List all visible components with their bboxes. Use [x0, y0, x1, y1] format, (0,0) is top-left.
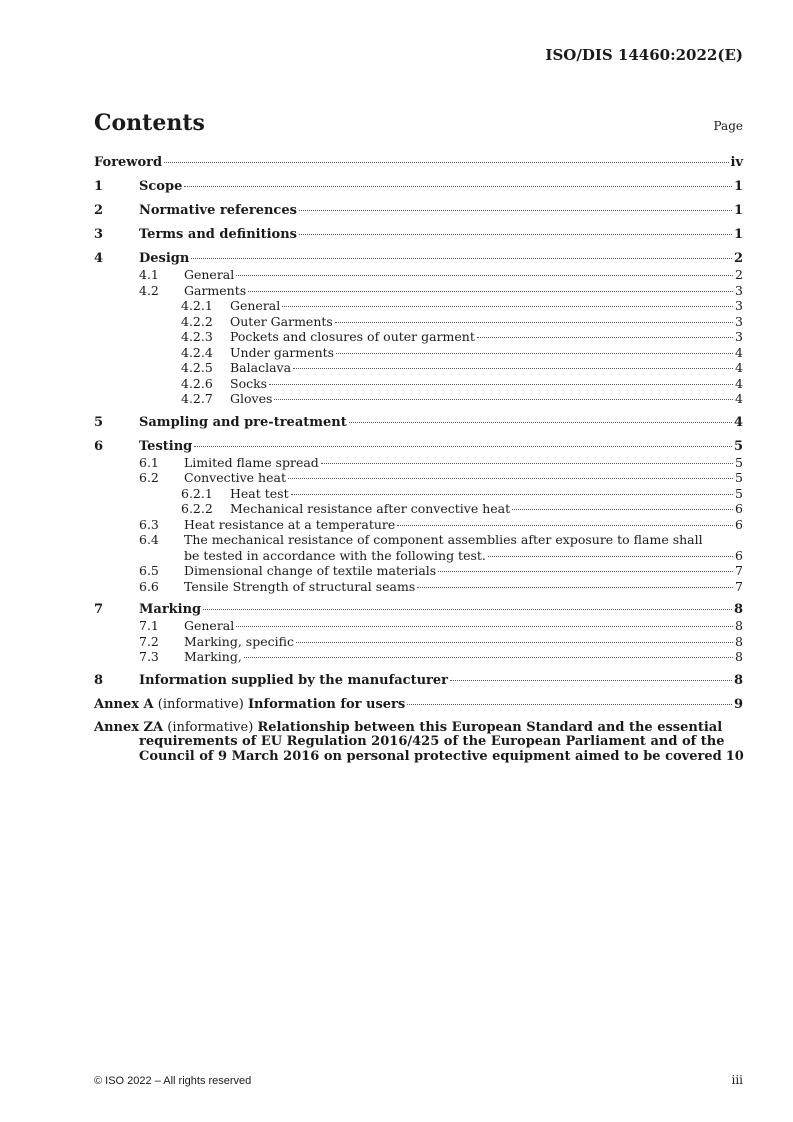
toc-page-number: 8: [735, 633, 743, 649]
toc-page-number: 6: [735, 516, 743, 532]
toc-entry-text: Marking, specific: [184, 633, 294, 649]
dot-leader: [164, 162, 728, 163]
section-number: 7: [94, 602, 104, 617]
toc-page-number: 4: [735, 344, 743, 360]
section-number: 4.2: [139, 282, 159, 298]
toc-entry-text: Sampling and pre-treatment: [139, 414, 347, 430]
toc-entry-6-4[interactable]: [94, 532, 743, 548]
toc-entry-text: Heat resistance at a temperature: [184, 516, 396, 532]
document-code: ISO/DIS 14460:2022(E): [545, 46, 743, 64]
section-number: 6.2.2: [181, 501, 213, 516]
toc-entry-text: Dimensional change of textile materials: [184, 563, 437, 578]
toc-entry-6-2[interactable]: [94, 470, 743, 486]
toc-entry-text: Tensile Strength of structural seams: [184, 578, 416, 594]
toc-entry-text: Limited flame spread: [184, 454, 319, 470]
section-number: 4.2.5: [181, 360, 213, 375]
dot-leader: [236, 626, 733, 627]
toc-entry-text: Socks: [230, 375, 268, 391]
toc-entry-text: Gloves: [230, 391, 273, 406]
section-number: 4: [94, 251, 104, 266]
dot-leader: [299, 234, 732, 235]
toc-page-number: 4: [735, 391, 743, 406]
section-number: 6.4: [139, 532, 159, 547]
toc-title: Contents: [94, 110, 205, 136]
section-number: 7.2: [139, 633, 159, 649]
toc-entry-6-1[interactable]: [94, 455, 743, 471]
section-number: 4.1: [139, 267, 159, 282]
toc-entry-7-1[interactable]: [94, 618, 743, 634]
annex-za-line-3: [94, 750, 743, 765]
toc-page-number: 3: [735, 313, 743, 329]
annex-type: (informative): [167, 719, 254, 735]
page-number: iii: [731, 1073, 743, 1087]
toc-page-number: 8: [735, 618, 743, 633]
dot-leader: [407, 704, 732, 705]
toc-page-number: 9: [733, 696, 743, 712]
toc-entry-6-5[interactable]: [94, 563, 743, 579]
toc-entry-4-2-1[interactable]: [94, 298, 743, 314]
toc-entry-4-2-2[interactable]: [94, 314, 743, 330]
section-number: 6.3: [139, 516, 159, 532]
toc-entry-text: General: [184, 618, 235, 633]
toc-page-number: 3: [735, 329, 743, 344]
toc-page-number: 6: [735, 547, 743, 563]
section-number: 6.6: [139, 578, 159, 594]
toc-entry-6-3[interactable]: [94, 517, 743, 533]
toc-page-number: 10: [725, 748, 744, 764]
toc-entry-6[interactable]: [94, 439, 743, 455]
dot-leader: [244, 657, 733, 658]
toc-entry-text: Information supplied by the manufacturer: [139, 672, 448, 688]
dot-leader: [203, 609, 732, 610]
section-number: 4.2.7: [181, 391, 213, 406]
toc-page-number: 4: [735, 375, 743, 391]
dot-leader: [321, 463, 733, 464]
dot-leader: [488, 556, 733, 557]
section-number: 6.2.1: [181, 485, 213, 501]
toc-page-number: 5: [733, 438, 743, 454]
toc-page-number: 1: [733, 227, 743, 242]
toc-entry-text: Balaclava: [230, 360, 292, 375]
toc-entry-annex-a[interactable]: [94, 697, 743, 713]
dot-leader: [512, 509, 733, 510]
dot-leader: [288, 478, 733, 479]
dot-leader: [397, 525, 733, 526]
dot-leader: [274, 399, 733, 400]
annex-type: (informative): [157, 696, 244, 712]
toc-entry-text: Heat test: [230, 485, 289, 501]
section-number: 3: [94, 227, 104, 242]
dot-leader: [293, 368, 733, 369]
section-number: 4.2.2: [181, 313, 213, 329]
dot-leader: [191, 258, 732, 259]
toc-entry-annex-za[interactable]: [94, 721, 743, 765]
toc-entry-text: Outer Garments: [230, 313, 333, 329]
toc-entry-text: Convective heat: [184, 470, 286, 485]
dot-leader: [299, 210, 732, 211]
toc-entry-text: Marking: [139, 602, 202, 617]
dot-leader: [236, 275, 733, 276]
annex-title-line1: Relationship between this European Standard and the essential: [257, 719, 723, 735]
toc-page-number: 2: [735, 267, 743, 282]
toc-entry-7-3[interactable]: [94, 649, 743, 665]
section-number: 4.2.4: [181, 344, 213, 360]
section-number: 6: [94, 438, 104, 454]
toc-page-number: 3: [735, 282, 743, 298]
dot-leader: [282, 306, 733, 307]
toc-page-number: 6: [735, 501, 743, 516]
dot-leader: [291, 494, 733, 495]
annex-label: Annex A: [94, 696, 154, 712]
dot-leader: [450, 680, 732, 681]
annex-title-line2: requirements of EU Regulation 2016/425 of the European Parliament and of the: [139, 734, 725, 749]
toc-entry-6-2-1[interactable]: [94, 486, 743, 502]
section-number: 7.3: [139, 649, 159, 664]
toc-entry-text: Design: [139, 251, 190, 266]
section-number: 2: [94, 203, 104, 218]
toc-page-number: 8: [735, 649, 743, 664]
toc-entry-4-2-7[interactable]: [94, 391, 743, 407]
section-number: 4.2.1: [181, 298, 213, 313]
section-number: 1: [94, 179, 104, 194]
dot-leader: [184, 186, 732, 187]
toc-entry-text: Garments: [184, 282, 247, 298]
toc-entry-3[interactable]: [94, 227, 743, 243]
annex-title-line3: Council of 9 March 2016 on personal protective equipment aimed to be covered: [139, 748, 722, 764]
toc-entry-6-4-continuation[interactable]: [94, 548, 743, 564]
toc-entry-text: Mechanical resistance after convective heat: [230, 501, 511, 516]
dot-leader: [438, 571, 733, 572]
dot-leader: [336, 353, 733, 354]
annex-za-line-2: [94, 735, 743, 750]
dot-leader: [335, 322, 733, 323]
annex-heading: [94, 697, 405, 713]
toc-entry-4-2[interactable]: [94, 283, 743, 299]
annex-heading: [94, 721, 722, 736]
toc-entry-text: Pockets and closures of outer garment: [230, 329, 475, 344]
toc-entry-1[interactable]: [94, 179, 743, 195]
toc-page-number: 7: [735, 563, 743, 578]
toc-page-number: 7: [735, 578, 743, 594]
toc-page-number: 2: [733, 251, 743, 266]
toc-entry-5[interactable]: [94, 415, 743, 431]
toc-entry-4-1[interactable]: [94, 267, 743, 283]
toc-entry-text: General: [184, 267, 235, 282]
page-column-label: Page: [713, 119, 743, 133]
toc-entry-text: Testing: [139, 438, 193, 454]
toc-entry-7[interactable]: [94, 602, 743, 618]
toc-page-number: 5: [735, 454, 743, 470]
toc-page-number: 5: [735, 470, 743, 485]
toc-entry-text: Marking,: [184, 649, 242, 664]
toc-entry-text: Normative references: [139, 203, 297, 218]
dot-leader: [349, 422, 732, 423]
toc-page-number: 4: [733, 414, 743, 430]
toc-entry-text: Scope: [139, 179, 183, 194]
annex-za-line-1: [94, 721, 743, 736]
toc-page-number: iv: [730, 155, 743, 170]
section-number: 5: [94, 414, 104, 430]
table-of-contents: [94, 155, 743, 764]
section-number: 6.5: [139, 563, 159, 578]
toc-page-number: 8: [733, 602, 743, 617]
toc-entry-text-line1: The mechanical resistance of component assemblies after exposure to flame shall: [184, 532, 703, 547]
toc-entry-8[interactable]: [94, 673, 743, 689]
toc-page-number: 8: [733, 672, 743, 688]
toc-entry-4-2-3[interactable]: [94, 329, 743, 345]
toc-entry-foreword[interactable]: [94, 155, 743, 171]
dot-leader: [269, 384, 733, 385]
section-number: 6.1: [139, 454, 159, 470]
toc-entry-text: Under garments: [230, 344, 335, 360]
toc-entry-7-2[interactable]: [94, 634, 743, 650]
section-number: 6.2: [139, 470, 159, 485]
dot-leader: [296, 642, 733, 643]
toc-entry-6-2-2[interactable]: [94, 501, 743, 517]
section-number: 4.2.3: [181, 329, 213, 344]
toc-page-number: 4: [735, 360, 743, 375]
annex-title: Information for users: [247, 696, 406, 712]
toc-entry-4[interactable]: [94, 251, 743, 267]
toc-entry-4-2-5[interactable]: [94, 360, 743, 376]
toc-page-number: 5: [735, 485, 743, 501]
toc-entry-text: Foreword: [94, 155, 163, 170]
toc-entry-text-line2: be tested in accordance with the following test.: [184, 547, 486, 563]
toc-entry-text: General: [230, 298, 281, 313]
toc-entry-4-2-4[interactable]: [94, 345, 743, 361]
dot-leader: [477, 337, 733, 338]
dot-leader: [194, 446, 732, 447]
section-number: 4.2.6: [181, 375, 213, 391]
dot-leader: [417, 587, 733, 588]
toc-page-number: 1: [733, 179, 743, 194]
toc-entry-2[interactable]: [94, 203, 743, 219]
section-number: 8: [94, 672, 104, 688]
toc-entry-text: Terms and definitions: [139, 227, 297, 242]
toc-page-number: 1: [733, 203, 743, 218]
toc-entry-6-6[interactable]: [94, 579, 743, 595]
toc-page-number: 3: [735, 298, 743, 313]
toc-entry-4-2-6[interactable]: [94, 376, 743, 392]
dot-leader: [248, 291, 733, 292]
annex-label: Annex ZA: [94, 719, 164, 735]
copyright-notice: © ISO 2022 – All rights reserved: [94, 1075, 252, 1087]
section-number: 7.1: [139, 618, 159, 633]
